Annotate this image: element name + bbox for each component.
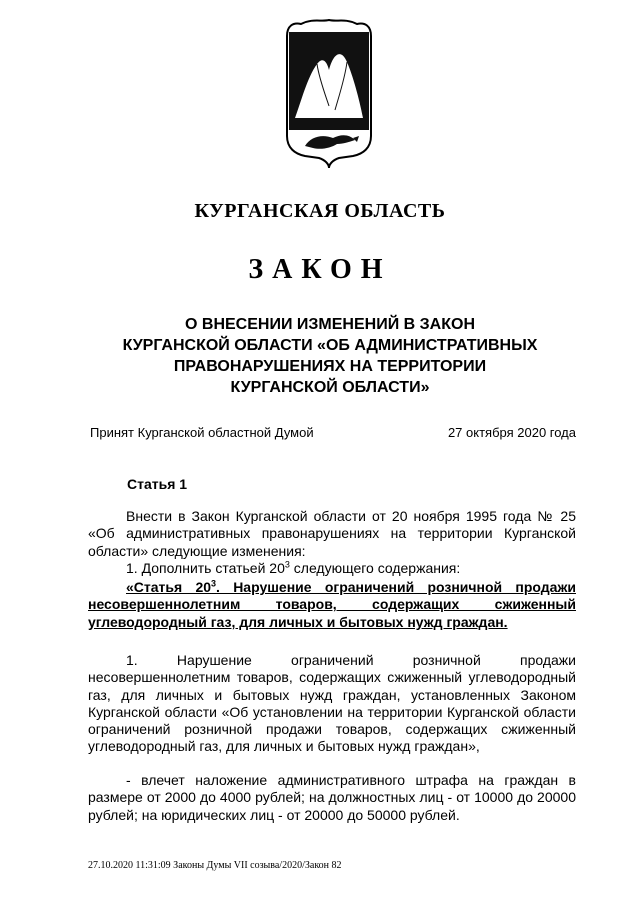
adoption-date: 27 октября 2020 года [447,425,576,440]
document-footer: 27.10.2020 11:31:09 Законы Думы VII созыва/2020/Закон 82 [88,860,342,871]
article-heading: Статья 1 [127,476,188,492]
amendment-item-1 [88,560,576,577]
new-article-text: . Нарушение ограничений розничной продажи несовершеннолетним товаров, содержащих сжиженный углеводородный газ, для личных и бытовых нужд граждан. [88,579,576,630]
amendment-item-text: 1. Дополнить статьей 20 [126,560,285,576]
article-part-1: 1. Нарушение ограничений розничной продажи несовершеннолетним товаров, содержащих сжиженный углеводородный газ, для личных и бытовых нужд граждан, установленных Законом Курганской области «Об установлении на территории Курганской области ограничений розничной продажи товаров, содержащих сжиженный углеводородный газ, для личных и бытовых нужд граждан», [88,652,576,755]
law-title-line: О ВНЕСЕНИИ ИЗМЕНЕНИЙ В ЗАКОН [185,316,475,333]
coat-of-arms-emblem [283,18,375,168]
law-title-line: КУРГАНСКОЙ ОБЛАСТИ» [230,379,430,396]
adopted-by: Принят Курганской областной Думой [90,425,314,440]
law-title-line: КУРГАНСКОЙ ОБЛАСТИ «ОБ АДМИНИСТРАТИВНЫХ [122,337,538,354]
document-type: ЗАКОН [248,254,392,285]
penalty-clause: - влечет наложение административного штрафа на граждан в размере от 2000 до 4000 рублей; на должностных лиц - от 10000 до 20000 рублей; на юридических лиц - от 20000 до 50000 рублей. [88,772,576,823]
new-article-heading [88,579,576,631]
law-title [100,314,560,398]
superscript: 3 [284,559,290,570]
superscript: 3 [211,578,217,589]
law-title-line: ПРАВОНАРУШЕНИЯХ НА ТЕРРИТОРИИ [173,358,487,375]
region-name: КУРГАНСКАЯ ОБЛАСТЬ [194,200,446,222]
article-intro: Внести в Закон Курганской области от 20 ноября 1995 года № 25 «Об административных правонарушениях на территории Курганской области» следующие изменения: [88,508,576,559]
new-article-text: «Статья 20 [126,579,212,595]
amendment-item-text: следующего содержания: [289,560,461,576]
